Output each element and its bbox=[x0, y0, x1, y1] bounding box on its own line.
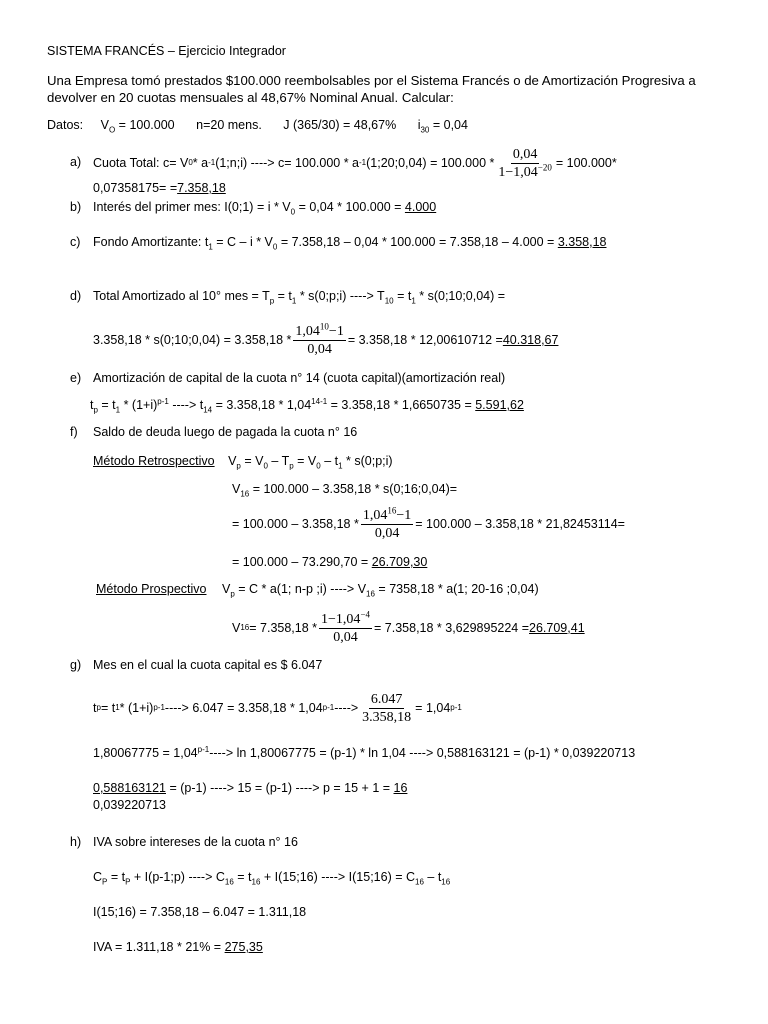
item-c-label: c) bbox=[70, 235, 81, 249]
item-g-result: 16 bbox=[393, 781, 408, 795]
item-b-result: 4.000 bbox=[404, 200, 437, 214]
item-d-result: 40.318,67 bbox=[502, 332, 559, 347]
item-f-pros-line: Método Prospectivo $V_p = C * a(1$; n-p ;i) ----> $V_{16} = 7358,18 * a(1$; 20-16 ;0,04) bbox=[96, 582, 539, 599]
item-b-label: b) bbox=[70, 200, 82, 214]
datos-v0: $V_O = 100.000$ bbox=[100, 118, 175, 135]
item-d-label: d) bbox=[70, 289, 82, 303]
datos-j: J (365/30) = 48,67% bbox=[283, 118, 397, 132]
item-f-retro-result-line: = 100.000 – 73.290,70 = 26.709,30 bbox=[232, 555, 428, 569]
item-f-pros-fraction-line: V 16 = 7.358,18 * $\frac{1-1,04^{-4}}{0,04}$ = 7.358,18 * 3,629895224 = 26.709,41 bbox=[232, 608, 585, 645]
item-g-formula-line: t p = t 1 * (1+i) p-1 ----> 6.047 = 3.358,18 * 1,04 p-1 ----> $\frac{6.047}{3.358,18}$ = 1,04 p-1 bbox=[93, 691, 462, 725]
page-title: SISTEMA FRANCÉS – Ejercicio Integrador bbox=[47, 44, 286, 58]
intro-line-2: devolver en 20 cuotas mensuales al 48,67% Nominal Anual. Calcular: bbox=[47, 90, 454, 105]
item-g-fraction: $\frac{6.047}{3.358,18}$ bbox=[362, 691, 412, 725]
item-h-interest-line: I(15;16) = 7.358,18 – 6.047 = 1.311,18 bbox=[93, 905, 307, 919]
item-g-denominator: 0,039220713 bbox=[93, 798, 166, 812]
item-f-retro-line: Método Retrospectivo $V_p = V_0 - T_p = V_0 - t_1$ * s(0;p;i) bbox=[93, 454, 393, 471]
item-g-result-line: 0,588163121 = (p-1) ----> 15 = (p-1) ----> p = 15 + 1 = 16 bbox=[93, 781, 408, 795]
item-d-fraction: $\frac{1,04^{10}-1}{0,04}$ bbox=[295, 320, 344, 357]
item-b-line: Interés del primer mes: I(0;1) = $i * V_0 = 0,04 * 100.000 = 4.000$ bbox=[93, 200, 437, 217]
item-e-result: 5.591,62 bbox=[475, 398, 524, 412]
item-a-fraction: $\frac{0,04}{1-1,04^{-20}}$ bbox=[498, 146, 552, 180]
item-a-line-1: Cuota Total: c= V 0 * a -1 (1;n;i) ----> c= 100.000 * a -1 (1;20;0,04) = 100.000 * $\frac{0,04}{1-1,04^{-20}}$ = 100.000* bbox=[93, 146, 617, 180]
item-e-formula: $t_p = t_1 * (1+i)^{p-1}$ ----> $t_{14} = 3.358,18 * 1,04^{14-1} = 3.358,18 * 1,6650735 = 5.591,62$ bbox=[90, 396, 524, 415]
datos-line bbox=[47, 118, 468, 133]
item-g-log-line: $1,80067775 = 1,04^{p-1}----> \ln 1,80067775 = (p-1) * \ln 1,04$ ----> 0,588163121 = (p-1) * 0,039220713 bbox=[93, 744, 636, 760]
item-c-result: 3.358,18 bbox=[557, 235, 607, 249]
item-h-heading: IVA sobre intereses de la cuota n° 16 bbox=[93, 835, 298, 849]
retro-method-label: Método Retrospectivo bbox=[93, 454, 215, 468]
item-f-label: f) bbox=[70, 425, 78, 439]
item-e-heading: Amortización de capital de la cuota n° 14 (cuota capital)(amortización real) bbox=[93, 371, 506, 385]
item-g-label: g) bbox=[70, 658, 82, 672]
item-e-label: e) bbox=[70, 371, 82, 385]
intro-line-1: Una Empresa tomó prestados $100.000 reembolsables por el Sistema Francés o de Amortización Progresiva a bbox=[47, 73, 696, 88]
item-f-fraction-1: $\frac{1,04^{16}-1}{0,04}$ bbox=[362, 504, 412, 541]
item-f-v16-line: $V_{16} = 100.000 - 3.358,18$ * s(0;16;0,04)= bbox=[232, 482, 458, 499]
item-g-heading: Mes en el cual la cuota capital es $ 6.047 bbox=[93, 658, 323, 672]
item-f-fraction-line: = 100.000 – 3.358,18 * $\frac{1,04^{16}-1}{0,04}$ = 100.000 – 3.358,18 * 21,82453114= bbox=[232, 504, 625, 541]
retro-result: 26.709,30 bbox=[371, 555, 428, 569]
item-a-label: a) bbox=[70, 155, 82, 169]
item-f-fraction-2: $\frac{1-1,04^{-4}}{0,04}$ bbox=[321, 608, 371, 645]
item-c-line: Fondo Amortizante: $t_1 = C - i * V_0 = 7.358,18 - 0,04 * 100.000 = 7.358,18 - 4.000 = 3.358,18$ bbox=[93, 235, 607, 252]
datos-label: Datos: bbox=[47, 118, 84, 132]
item-d-line-1: Total Amortizado al 10° mes = $T_p = t_1$ * s(0;p;i) ----> $T_{10} = t_1$ * s(0;10;0,04) = bbox=[93, 289, 506, 306]
pros-method-label: Método Prospectivo bbox=[96, 582, 207, 596]
item-h-result: 275,35 bbox=[224, 940, 263, 954]
pros-result: 26.709,41 bbox=[529, 620, 585, 635]
item-d-line-2: 3.358,18 * s(0;10;0,04) = 3.358,18 * $\frac{1,04^{10}-1}{0,04}$ = 3.358,18 * 12,00610712 = 40.318,67 bbox=[93, 320, 559, 357]
item-a-line-2: 0,07358175= =7.358,18 bbox=[93, 181, 226, 195]
item-h-iva-line: IVA = 1.311,18 * 21% = 275,35 bbox=[93, 940, 263, 954]
item-h-label: h) bbox=[70, 835, 82, 849]
item-a-result: 7.358,18 bbox=[177, 181, 226, 195]
item-f-heading: Saldo de deuda luego de pagada la cuota n° 16 bbox=[93, 425, 358, 439]
item-h-formula-line: $C_P = t_P$ + I(p-1;p) ----> $C_{16} = t_{16}$ + I(15;16) ----> I(15;16) = $C_{16} - t_{16}$ bbox=[93, 870, 451, 887]
datos-i: $i_{30} = 0,04$ bbox=[417, 118, 468, 135]
datos-n: n=20 mens. bbox=[196, 118, 262, 132]
